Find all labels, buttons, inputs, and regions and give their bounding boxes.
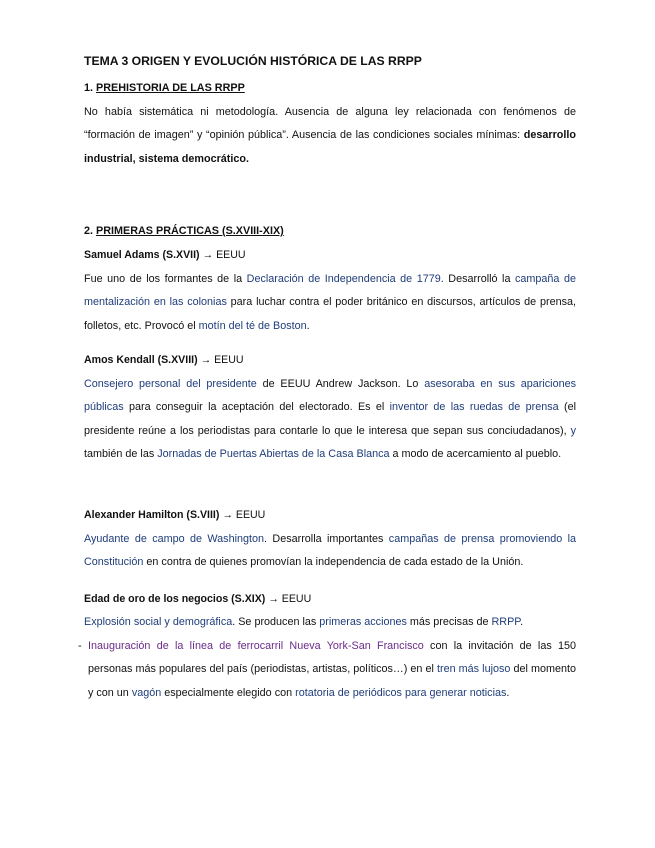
edad-bullet-highlight-1: Inauguración de la línea de ferrocarril Nueva York-San Francisco — [88, 640, 424, 652]
kendall-arrow: → EEUU — [200, 354, 244, 366]
hamilton-paragraph — [84, 528, 576, 575]
adams-text-4: . — [306, 319, 310, 332]
kendall-text-5: a modo de acercamiento al pueblo. — [389, 447, 562, 460]
edad-text-1: . Se producen las — [232, 616, 320, 628]
hamilton-text-1: . Desarrolla importantes — [264, 533, 389, 545]
edad-highlight-2: primeras acciones — [319, 616, 407, 628]
adams-text-1: Fue uno de los formantes de la — [84, 273, 247, 285]
section-2-number: 2. — [84, 225, 94, 237]
kendall-highlight-2: asesoraba en sus apariciones públicas — [84, 378, 576, 414]
edad-bullet-text-2: del momento y con un — [88, 663, 576, 699]
adams-highlight-1: Declaración de Independencia de 1779 — [246, 273, 441, 285]
kendall-name: Amos Kendall (S.XVIII) — [84, 354, 198, 366]
section-1-text: No había sistemática ni metodología. Ausencia de alguna ley relacionada con fenómenos de “formación de imagen” y “opinión pública”. Ausencia de las condiciones sociales mínimas: — [84, 106, 576, 142]
kendall-text-3: (el presidente reúne a los periodistas para contarle lo que le interesa que sepan sus conciudadanos), — [84, 401, 576, 437]
edad-bullet-text-3: especialmente elegido con — [161, 686, 296, 699]
adams-paragraph — [84, 268, 576, 338]
adams-highlight-3: motín del té de Boston — [198, 319, 307, 332]
edad-text-2: más precisas de — [406, 616, 492, 628]
edad-highlight-3: RRPP — [491, 616, 521, 628]
hamilton-name: Alexander Hamilton (S.VIII) — [84, 509, 220, 521]
edad-bullet-text — [88, 635, 576, 705]
edad-heading — [84, 593, 311, 605]
adams-text-2: . Desarrolló la — [440, 273, 515, 285]
kendall-heading — [84, 354, 244, 366]
kendall-highlight-1: Consejero personal del presidente — [84, 378, 257, 390]
hamilton-arrow: → EEUU — [222, 509, 266, 521]
section-1-paragraph — [84, 101, 576, 171]
kendall-paragraph — [84, 373, 576, 466]
edad-bullet-highlight-4: rotatoria de periódicos para generar noticias — [295, 686, 507, 699]
adams-text-3: para luchar contra el poder británico en discursos, artículos de prensa, folletos, etc. Provocó el — [84, 296, 576, 332]
hamilton-highlight-2: campañas de prensa promoviendo la Constitución — [84, 533, 576, 569]
adams-heading — [84, 249, 246, 261]
section-2-title: PRIMERAS PRÁCTICAS (S.XVIII-XIX) — [96, 225, 284, 237]
edad-bullet-highlight-2: tren más lujoso — [436, 663, 511, 676]
section-1-heading — [84, 82, 245, 94]
adams-highlight-2: campaña de mentalización en las colonias — [84, 273, 576, 309]
section-1-number: 1. — [84, 82, 94, 94]
edad-bullet-text-1: con la invitación de las 150 personas más populares del país (periodistas, artistas, políticos…) en el — [88, 640, 576, 676]
hamilton-highlight-1: Ayudante de campo de Washington — [84, 533, 265, 545]
section-1-text-bold: desarrollo industrial, sistema democrático. — [84, 129, 576, 165]
kendall-highlight-3: inventor de las ruedas de prensa — [389, 401, 559, 414]
section-1-title: PREHISTORIA DE LAS RRPP — [96, 82, 245, 94]
edad-bullet-highlight-3: vagón — [131, 686, 162, 699]
edad-paragraph — [84, 611, 576, 634]
edad-bullet-text-4: . — [506, 686, 510, 699]
kendall-text-2: para conseguir la aceptación del electorado. Es el — [123, 401, 390, 414]
edad-highlight-1: Explosión social y demográfica — [84, 616, 233, 628]
bullet-dash: - — [78, 640, 82, 652]
kendall-text-4: también de las — [84, 447, 158, 460]
edad-name: Edad de oro de los negocios (S.XIX) — [84, 593, 266, 605]
section-2-heading — [84, 225, 284, 237]
document-title: TEMA 3 ORIGEN Y EVOLUCIÓN HISTÓRICA DE LAS RRPP — [84, 54, 422, 68]
edad-bullet-item — [78, 635, 576, 705]
adams-arrow: → EEUU — [202, 249, 246, 261]
kendall-text-1: de EEUU Andrew Jackson. Lo — [256, 378, 425, 390]
kendall-highlight-5: Jornadas de Puertas Abiertas de la Casa Blanca — [157, 447, 390, 460]
edad-text-3: . — [520, 616, 524, 628]
hamilton-text-2: en contra de quienes promovían la independencia de cada estado de la Unión. — [143, 556, 524, 569]
hamilton-heading — [84, 509, 265, 521]
kendall-highlight-4: y — [570, 424, 576, 437]
edad-arrow: → EEUU — [268, 593, 312, 605]
adams-name: Samuel Adams (S.XVII) — [84, 249, 200, 261]
